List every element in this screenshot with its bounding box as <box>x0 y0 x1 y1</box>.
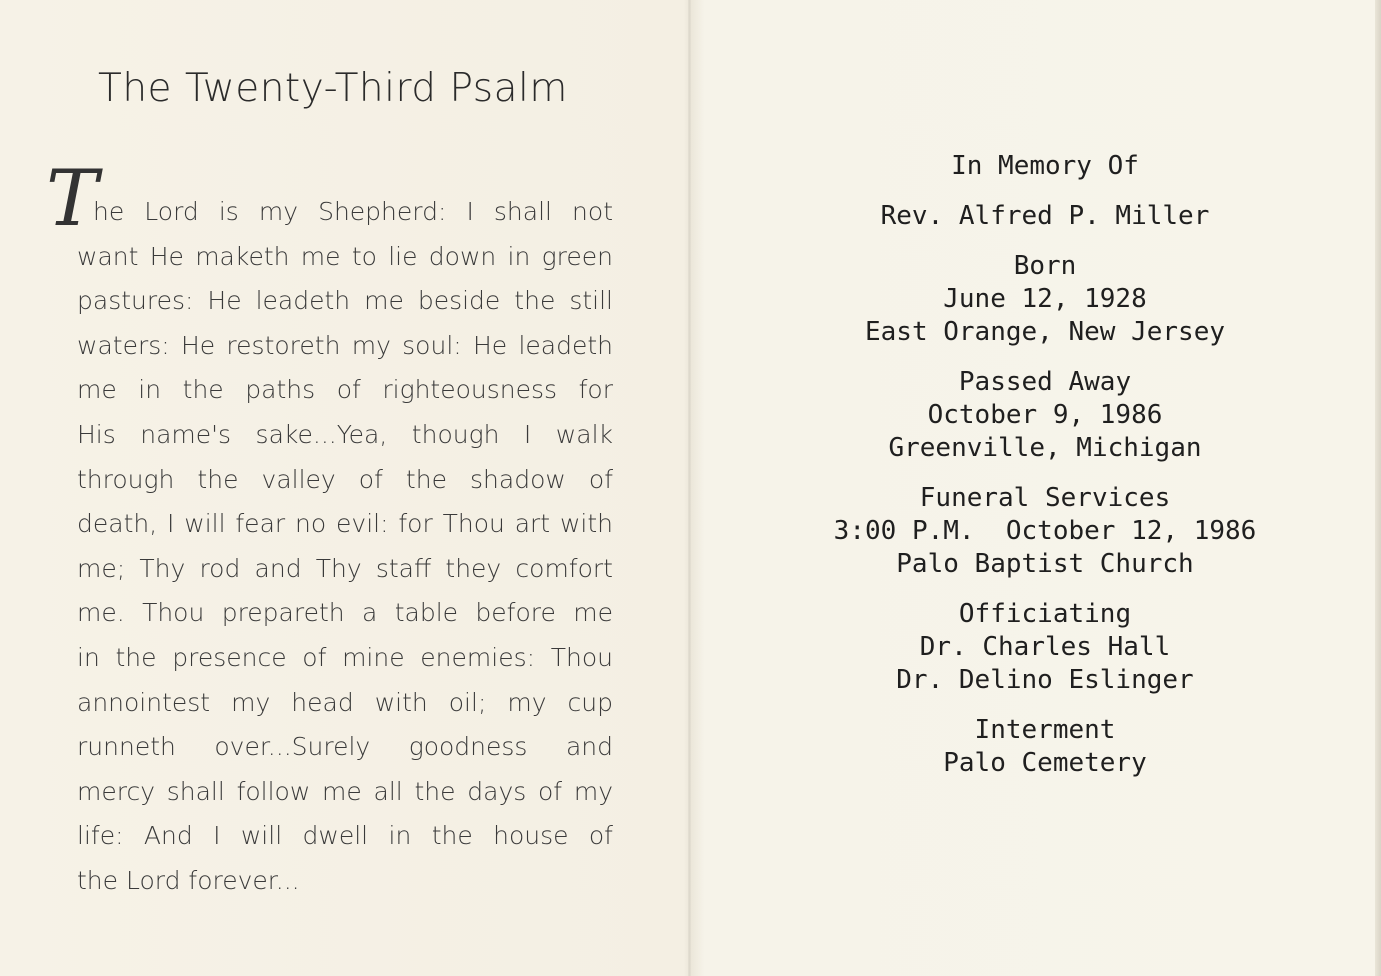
passed-block <box>800 366 1290 465</box>
psalm-line: life: And I will dwell in the house of <box>77 821 613 851</box>
name-block <box>800 200 1290 233</box>
interment-block <box>800 714 1290 780</box>
interment-place: Palo Cemetery <box>943 748 1147 778</box>
born-place: East Orange, New Jersey <box>864 317 1226 347</box>
interment-label: Interment <box>974 715 1116 745</box>
psalm-line: he Lord is my Shepherd: I shall not <box>93 197 613 226</box>
funeral-datetime: 3:00 P.M. October 12, 1986 <box>833 516 1257 546</box>
psalm-line: me in the paths of righteousness for <box>77 375 613 405</box>
psalm-line: waters: He restoreth my soul: He leadeth <box>77 330 613 360</box>
card-edge <box>1375 0 1381 976</box>
born-label: Born <box>1013 251 1077 281</box>
psalm-line: His name's sake...Yea, though I walk <box>77 419 613 449</box>
psalm-drop-cap: T <box>46 154 99 244</box>
psalm-line: mercy shall follow me all the days of my <box>77 776 613 806</box>
officiating-block <box>800 598 1290 697</box>
psalm-line: through the valley of the shadow of <box>77 464 613 494</box>
funeral-block <box>800 482 1290 581</box>
passed-date: October 9, 1986 <box>927 400 1163 430</box>
born-block <box>800 250 1290 349</box>
memory-heading: In Memory Of <box>951 151 1139 181</box>
memory-heading-block <box>800 150 1290 183</box>
psalm-line: annointest my head with oil; my cup <box>77 687 613 717</box>
funeral-label: Funeral Services <box>919 483 1171 513</box>
officiant-name: Dr. Charles Hall <box>919 632 1171 662</box>
officiating-label: Officiating <box>958 599 1132 629</box>
card-fold <box>688 0 691 976</box>
memorial-details <box>800 150 1290 780</box>
passed-place: Greenville, Michigan <box>888 433 1202 463</box>
born-date: June 12, 1928 <box>943 284 1147 314</box>
officiant-name: Dr. Delino Eslinger <box>896 665 1194 695</box>
psalm-line: runneth over...Surely goodness and <box>77 732 613 762</box>
funeral-place: Palo Baptist Church <box>896 549 1194 579</box>
passed-label: Passed Away <box>958 367 1132 397</box>
psalm-line: pastures: He leadeth me beside the still <box>77 286 613 316</box>
psalm-line: me. Thou prepareth a table before me <box>77 598 613 628</box>
psalm-line: death, I will fear no evil: for Thou art with <box>77 509 613 539</box>
deceased-name: Rev. Alfred P. Miller <box>880 201 1210 231</box>
psalm-line: want He maketh me to lie down in green <box>77 241 613 271</box>
psalm-line: me; Thy rod and Thy staff they comfort <box>77 553 613 583</box>
psalm-line: in the presence of mine enemies: Thou <box>77 642 613 672</box>
psalm-line: the Lord forever... <box>77 865 300 895</box>
psalm-text <box>77 190 613 904</box>
psalm-title: The Twenty-Third Psalm <box>98 66 568 111</box>
